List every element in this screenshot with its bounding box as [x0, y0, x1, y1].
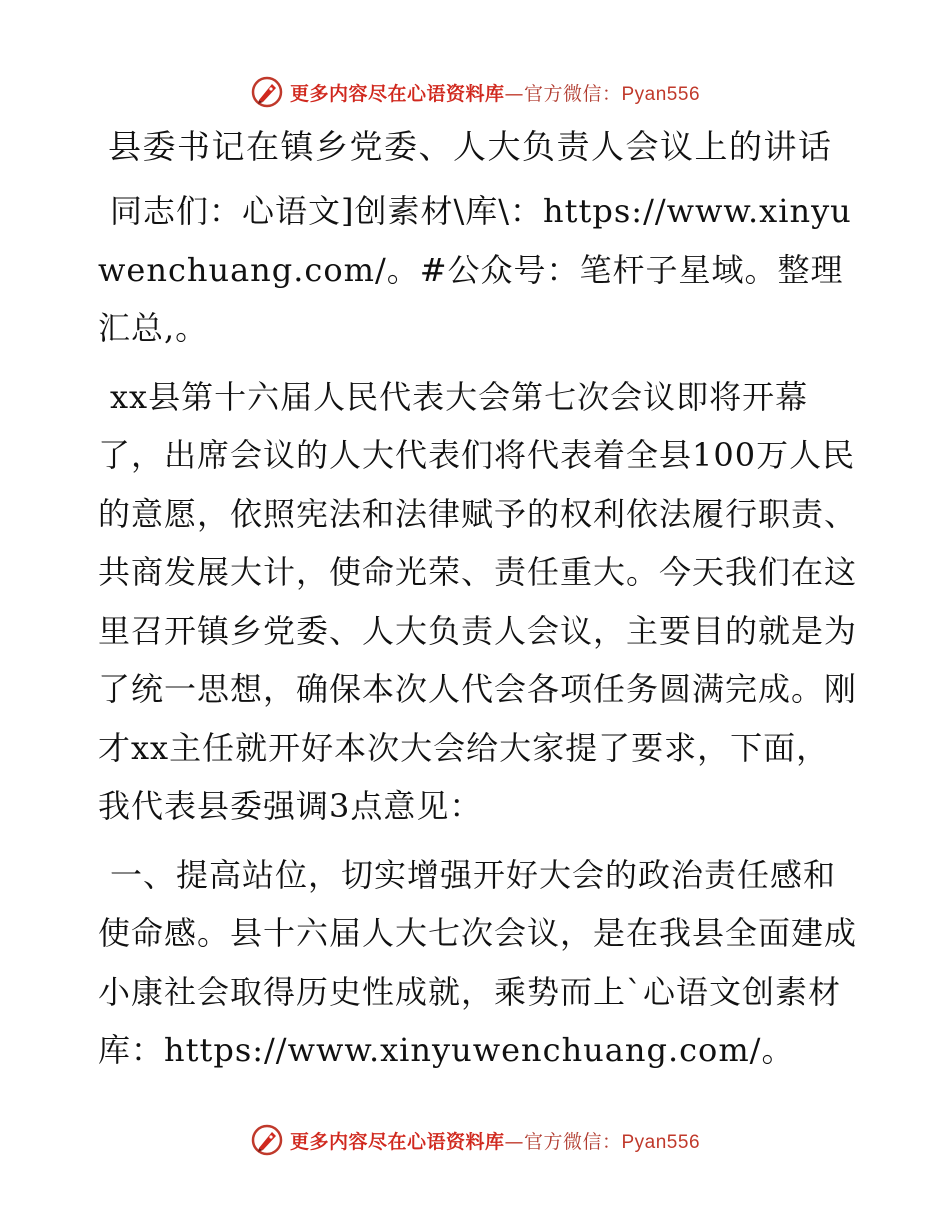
pen-nib-logo-icon: [250, 75, 284, 109]
watermark-wechat-id: Pyan556: [621, 1131, 701, 1153]
paragraph-point-one: 一、提高站位，切实增强开好大会的政治责任感和使命感。县十六届人大七次会议，是在我县全面建成小康社会取得历史性成就，乘势而上`心语文创素材库：https://www.xinyuwenchuang.com/。: [98, 855, 858, 1069]
paragraph-greeting: 同志们：心语文]创素材\库\：https://www.xinyuwenchuang.com/。#公众号：笔杆子星域。整理汇总,。: [98, 192, 852, 347]
watermark-separator: —: [504, 82, 524, 105]
watermark-banner-top: [0, 72, 950, 112]
watermark-wechat-label: 官方微信：: [523, 1130, 622, 1153]
document-body: [98, 122, 858, 1090]
watermark-lead: 更多内容尽在心语资料库: [289, 1130, 505, 1153]
watermark-banner-bottom: [0, 1120, 950, 1160]
watermark-wechat-id: Pyan556: [621, 83, 701, 105]
pen-nib-logo-icon: [250, 1123, 284, 1157]
watermark-lead: 更多内容尽在心语资料库: [289, 82, 505, 105]
watermark-wechat-label: 官方微信：: [523, 82, 622, 105]
watermark-text: [290, 1127, 700, 1154]
paragraph-intro: xx县第十六届人民代表大会第七次会议即将开幕了，出席会议的人大代表们将代表着全县100万人民的意愿，依照宪法和法律赋予的权利依法履行职责、共商发展大计，使命光荣、责任重大。今天我们在这里召开镇乡党委、人大负责人会议，主要目的就是为了统一思想，确保本次人代会各项任务圆满完成。刚才xx主任就开好本次大会给大家提了要求，下面，我代表县委强调3点意见：: [98, 377, 858, 825]
document-title: 县委书记在镇乡党委、人大负责人会议上的讲话: [108, 127, 833, 166]
watermark-separator: —: [504, 1130, 524, 1153]
watermark-text: [290, 79, 700, 106]
